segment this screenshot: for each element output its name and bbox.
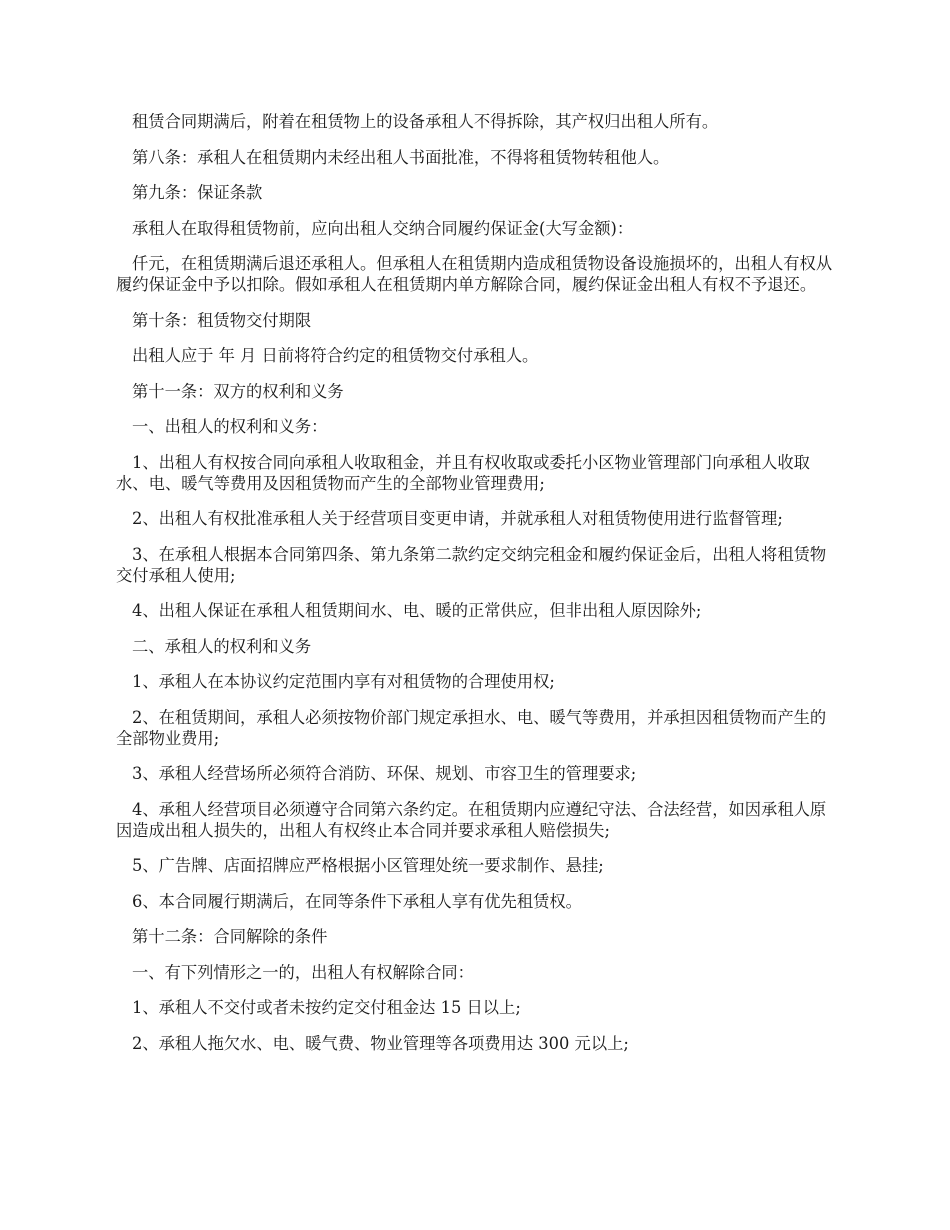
paragraph: 仟元，在租赁期满后退还承租人。但承租人在租赁期内造成租赁物设备设施损坏的，出租人有权从履约保证金中予以扣除。假如承租人在租赁期内单方解除合同，履约保证金出租人有权不予退还。 [116,254,833,294]
paragraph: 2、在租赁期间，承租人必须按物价部门规定承担水、电、暖气等费用，并承担因租赁物而产生的全部物业费用; [116,707,827,748]
paragraph: 1、承租人在本协议约定范围内享有对租赁物的合理使用权; [132,672,555,691]
paragraph: 1、出租人有权按合同向承租人收取租金，并且有权收取或委托小区物业管理部门向承租人收取水、电、暖气等费用及因租赁物而产生的全部物业管理费用; [116,452,810,493]
paragraph: 4、出租人保证在承租人租赁期间水、电、暖的正常供应，但非出租人原因除外; [132,601,702,620]
paragraph: 一、出租人的权利和义务： [132,417,328,436]
paragraph: 1、承租人不交付或者未按约定交付租金达 15 日以上; [132,998,521,1017]
paragraph: 第九条：保证条款 [132,183,263,202]
paragraph: 一、有下列情形之一的，出租人有权解除合同： [132,962,474,982]
paragraph: 3、在承租人根据本合同第四条、第九条第二款约定交纳完租金和履约保证金后，出租人将租赁物交付承租人使用; [116,544,827,585]
paragraph: 4、承租人经营项目必须遵守合同第六条约定。在租赁期内应遵纪守法、合法经营，如因承租人原因造成出租人损失的，出租人有权终止本合同并要求承租人赔偿损失; [116,799,827,840]
paragraph: 二、承租人的权利和义务 [132,636,312,656]
document-body [116,111,836,1068]
paragraph: 第十二条：合同解除的条件 [132,927,328,946]
paragraph: 2、承租人拖欠水、电、暖气费、物业管理等各项费用达 300 元以上; [132,1033,629,1053]
paragraph: 5、广告牌、店面招牌应严格根据小区管理处统一要求制作、悬挂; [132,856,604,875]
paragraph: 租赁合同期满后，附着在租赁物上的设备承租人不得拆除，其产权归出租人所有。 [132,112,719,131]
paragraph: 第十一条：双方的权利和义务 [132,381,344,401]
paragraph: 第八条：承租人在租赁期内未经出租人书面批准，不得将租赁物转租他人。 [132,147,670,167]
paragraph: 承租人在取得租赁物前，应向出租人交纳合同履约保证金(大写金额)： [132,218,634,238]
paragraph: 出租人应于 年 月 日前将符合约定的租赁物交付承租人。 [132,346,539,365]
paragraph: 3、承租人经营场所必须符合消防、环保、规划、市容卫生的管理要求; [132,764,637,783]
paragraph: 6、本合同履行期满后，在同等条件下承租人享有优先租赁权。 [132,891,582,911]
paragraph: 第十条：租赁物交付期限 [132,310,312,330]
paragraph: 2、出租人有权批准承租人关于经营项目变更申请，并就承租人对租赁物使用进行监督管理; [132,509,783,528]
